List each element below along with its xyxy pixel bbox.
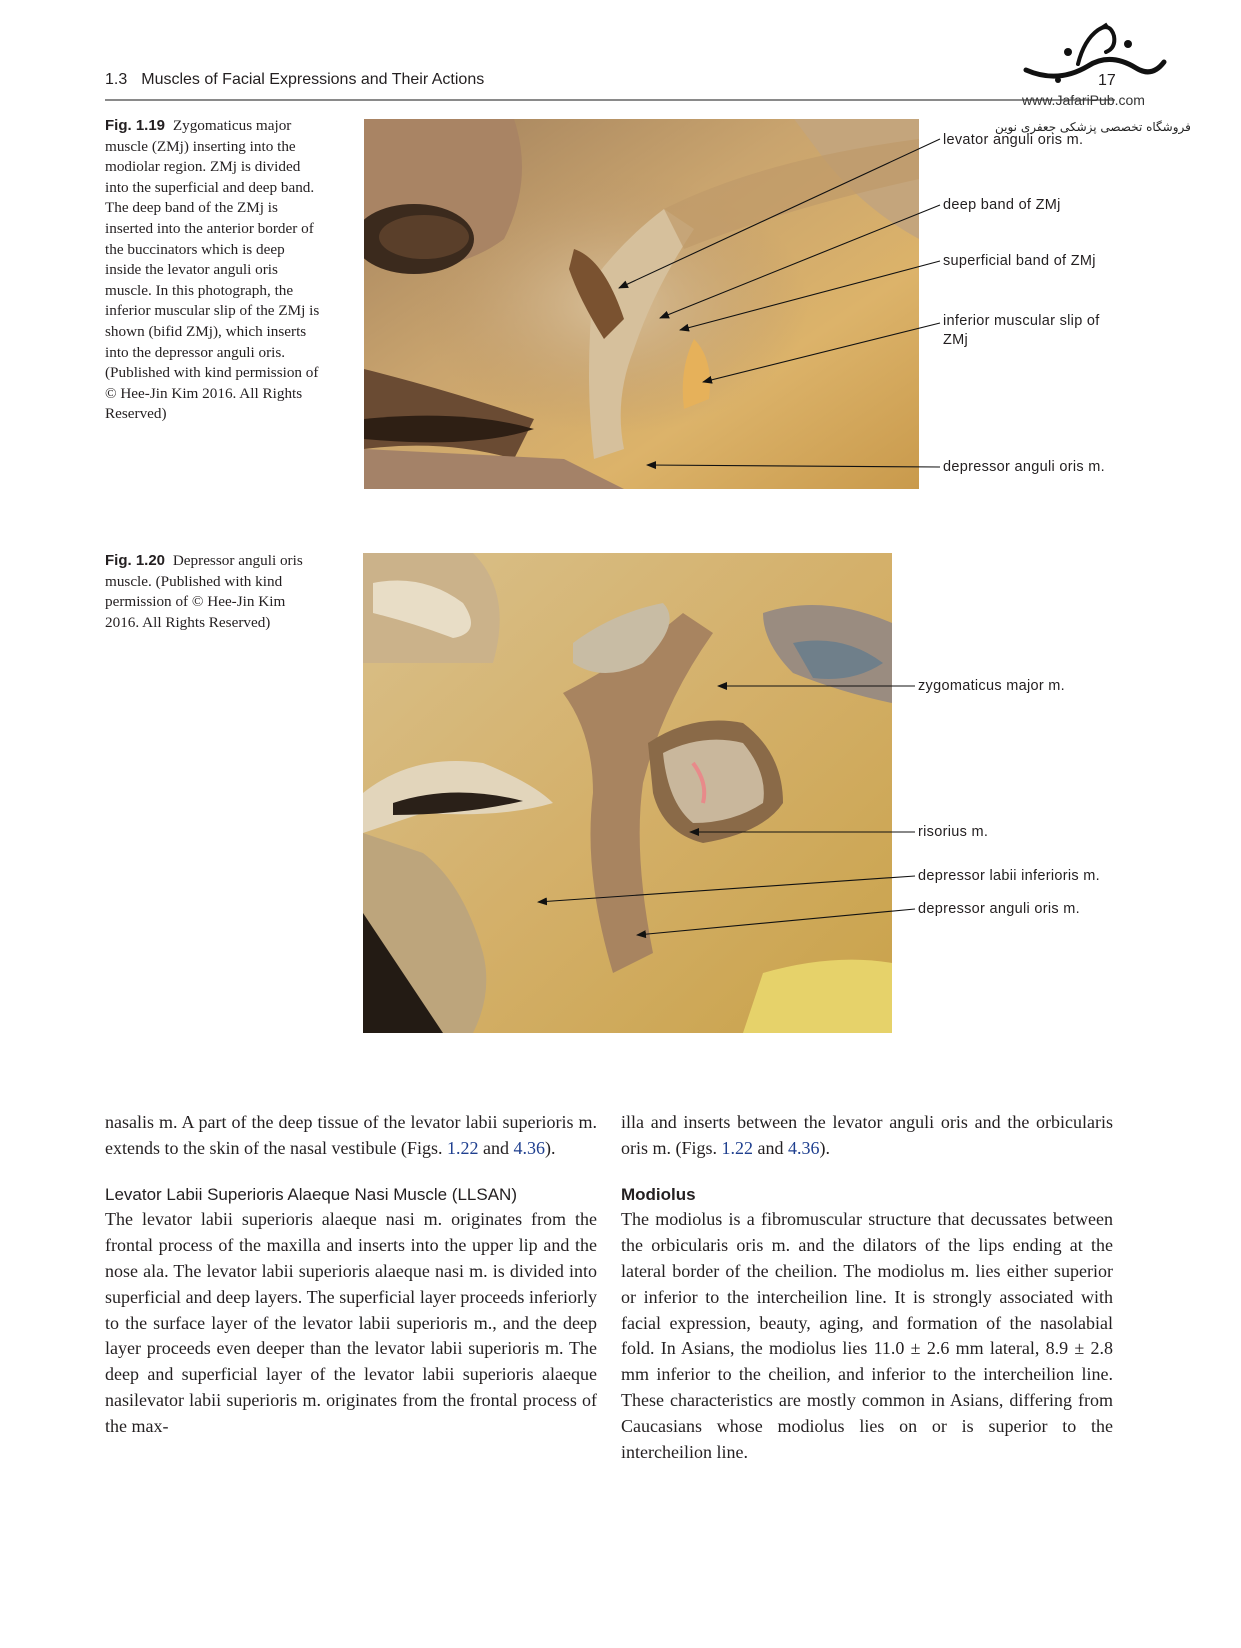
ref-fig-4-36[interactable]: 4.36 — [788, 1137, 820, 1158]
publisher-url: www.JafariPub.com — [1022, 92, 1145, 108]
section-title: Muscles of Facial Expressions and Their Actions — [141, 71, 485, 88]
label-inferior-slip — [943, 312, 1100, 350]
figure-1-19-photo — [364, 119, 919, 489]
header-rule — [105, 99, 1115, 101]
page-number: 17 — [1098, 72, 1116, 89]
publisher-persian-text: فروشگاه تخصصی پزشکی جعفری نوین — [995, 120, 1191, 134]
figure-1-20-caption — [105, 551, 320, 633]
left-para-1: nasalis m. A part of the deep tissue of the levator labii superioris m. extends to the skin of the nasal vestibule (Figs. 1.22 and 4.36). — [105, 1112, 597, 1158]
figure-1-19-caption-text: Zygomaticus major muscle (ZMj) inserting into the modiolar region. ZMj is divided into the superficial and deep band. The deep band of the ZMj is inserted into the anterior border of the buccinators which is deep inside the levator anguli oris muscle. In this photograph, the inferior muscular slip of the ZMj is shown (bifid ZMj), which inserts into the depressor anguli oris. (Published with kind permission of © Hee-Jin Kim 2016. All Rights Reserved) — [105, 117, 320, 423]
publisher-logo-icon — [1018, 22, 1168, 92]
ref-fig-4-36[interactable]: 4.36 — [513, 1137, 545, 1158]
right-para-2: The modiolus is a fibromuscular structure that decussates between the orbicularis oris m. and the dilators of the lips ending at the lateral border of the cheilion. The modiolus m. lies either superior or inferior to the intercheilion line. It is strongly associated with facial expression, beauty, aging, and formation of the nasolabial fold. In Asians, the modiolus lies 11.0 ± 2.6 mm lateral, 8.9 ± 2.8 mm inferior to the cheilion, and inferior to the intercheilion line. These characteristics are mostly common in Asians, differing from Caucasians whose modiolus lies on or is superior to the intercheilion line. — [621, 1209, 1113, 1462]
running-header — [105, 71, 484, 89]
label-superficial-band: superficial band of ZMj — [943, 253, 1096, 269]
ref-fig-1-22[interactable]: 1.22 — [721, 1137, 754, 1158]
body-left-column — [105, 1110, 597, 1440]
label-risorius: risorius m. — [918, 824, 989, 840]
ref-fig-1-22[interactable]: 1.22 — [446, 1137, 479, 1158]
figure-1-19-label: Fig. 1.19 — [105, 117, 166, 134]
figure-1-20-label: Fig. 1.20 — [105, 552, 166, 569]
llsan-heading: Levator Labii Superioris Alaeque Nasi Muscle (LLSAN) — [105, 1184, 517, 1204]
label-inferior-slip-line2: ZMj — [943, 332, 969, 348]
label-depressor-anguli-oris-119: depressor anguli oris m. — [943, 459, 1105, 475]
figure-1-20-caption-text: Depressor anguli oris muscle. (Published with kind permission of © Hee-Jin Kim 2016. All Rights Reserved) — [105, 552, 303, 631]
label-inferior-slip-line1: inferior muscular slip of — [943, 313, 1100, 329]
label-zygomaticus-major: zygomaticus major m. — [918, 678, 1066, 694]
body-right-column — [621, 1110, 1113, 1465]
label-levator-anguli-oris: levator anguli oris m. — [943, 132, 1084, 148]
section-number: 1.3 — [105, 71, 128, 88]
right-para-1: illa and inserts between the levator anguli oris and the orbicularis oris m. (Figs. 1.22 and 4.36). — [621, 1112, 1113, 1158]
modiolus-heading: Modiolus — [621, 1184, 696, 1204]
label-depressor-anguli-oris-120: depressor anguli oris m. — [918, 901, 1080, 917]
figure-1-19-caption — [105, 116, 320, 425]
figure-1-20-photo — [363, 553, 892, 1033]
label-depressor-labii-inferioris: depressor labii inferioris m. — [918, 868, 1100, 884]
label-deep-band: deep band of ZMj — [943, 197, 1061, 213]
left-para-2: The levator labii superioris alaeque nasi m. originates from the frontal process of the maxilla and inserts into the upper lip and the nose ala. The levator labii superioris alaeque nasi m. is divided into superficial and deep layers. The superficial layer proceeds inferiorly to the surface layer of the levator labii superioris m., and the deep layer proceeds even deeper than the levator labii superioris m. The deep and superficial layer of the levator labii superioris alaeque nasilevator labii superioris m. originates from the frontal process of the max- — [105, 1209, 597, 1436]
